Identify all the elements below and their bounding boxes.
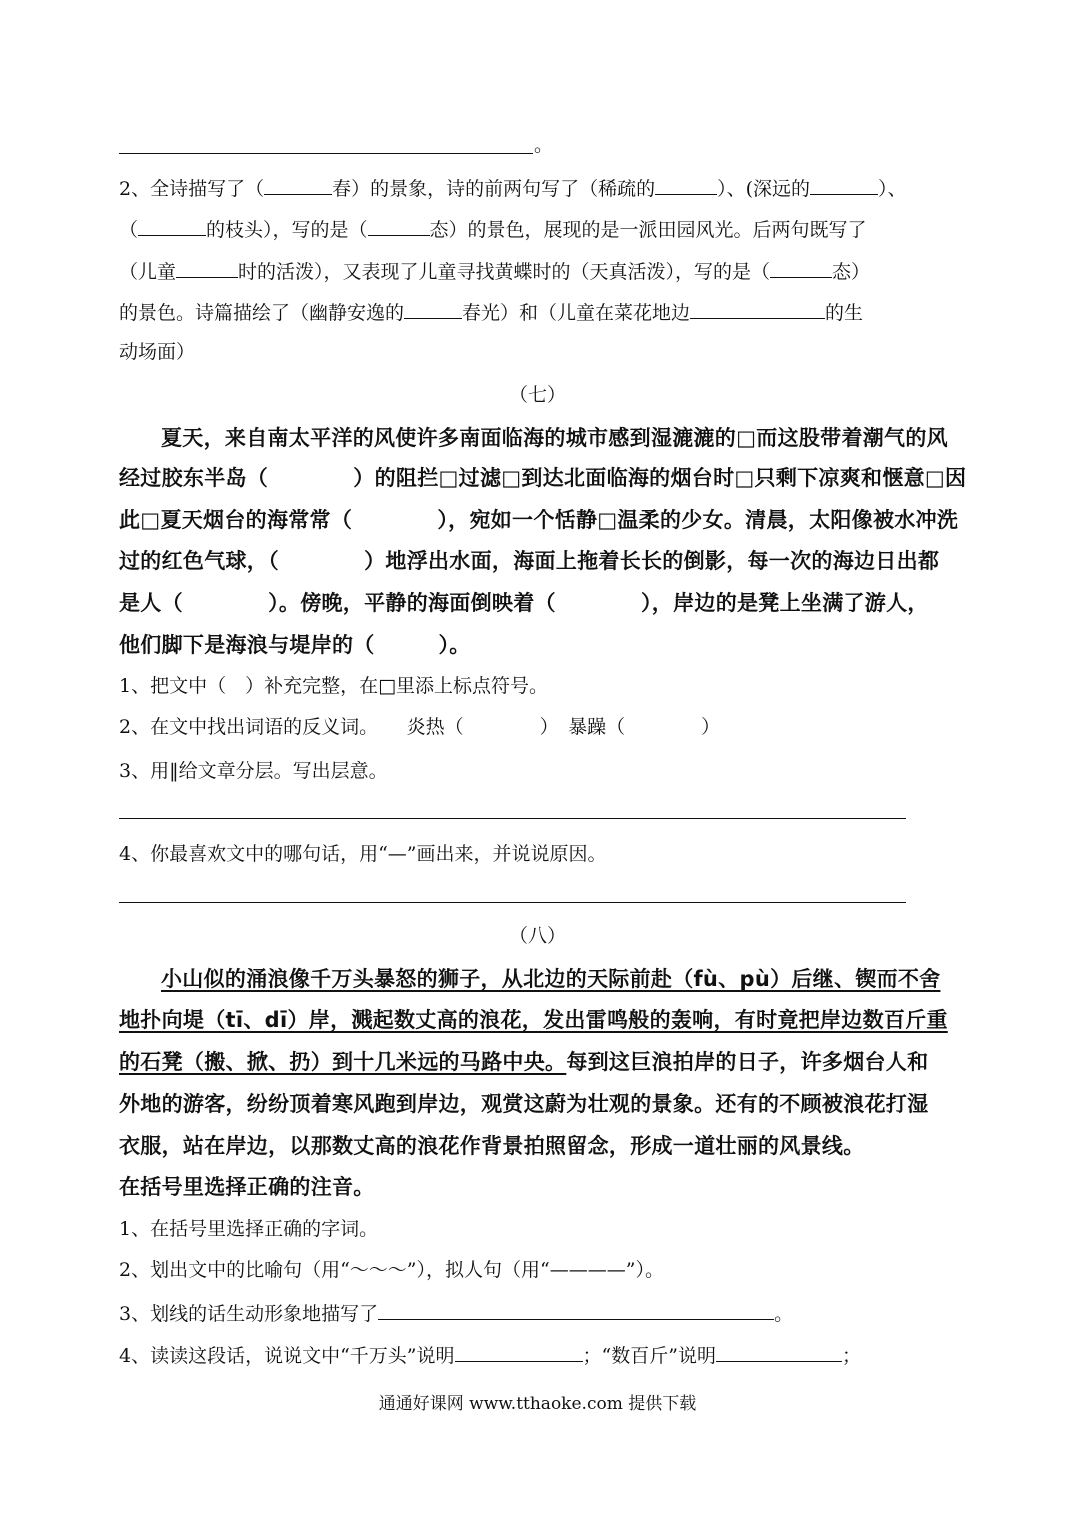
- blank[interactable]: [404, 298, 462, 319]
- blank[interactable]: [455, 1341, 583, 1362]
- q2-line-4: 的景色。诗篇描绘了（幽静安逸的 春光）和（儿童在菜花地边 的生: [119, 298, 863, 326]
- sec8-question-3: 3、划线的话生动形象地描写了 。: [119, 1299, 793, 1327]
- answer-line[interactable]: [119, 818, 906, 819]
- sec7-question-2: 2、在文中找出词语的反义词。 炎热（ ） 暴躁（ ）: [119, 716, 721, 738]
- sec8-question-2: 2、划出文中的比喻句（用“～～～”），拟人句（用“————”）。: [119, 1259, 664, 1281]
- sec8-para-line-3: 的石凳（搬、掀、扔）到十几米远的马路中央。每到这巨浪拍岸的日子，许多烟台人和: [119, 1050, 929, 1074]
- answer-line-top: [119, 153, 533, 154]
- sec8-para-line-4: 外地的游客，纷纷顶着寒风跑到岸边，观赏这蔚为壮观的景象。还有的不顾被浪花打湿: [119, 1092, 929, 1116]
- sec8-para-line-2: 地扑向堤（tī、dī）岸，溅起数丈高的浪花，发出雷鸣般的轰响，有时竟把岸边数百斤重: [119, 1008, 948, 1032]
- blank[interactable]: [264, 174, 332, 195]
- sec7-para-line-1: 夏天，来自南太平洋的风使许多南面临海的城市感到湿漉漉的□而这股带着潮气的风: [161, 426, 948, 450]
- answer-line[interactable]: [119, 902, 906, 903]
- sec8-para-line-6: 在括号里选择正确的注音。: [119, 1175, 375, 1199]
- blank[interactable]: [176, 257, 238, 278]
- blank[interactable]: [138, 215, 206, 236]
- sec7-para-line-3: 此□夏天烟台的海常常（ ），宛如一个恬静□温柔的少女。清晨，太阳像被水冲洗: [119, 508, 959, 532]
- section-title-7: （七）: [508, 384, 566, 406]
- footer-credit: 通通好课网 www.tthaoke.com 提供下载: [378, 1394, 697, 1414]
- sec8-question-4: 4、读读这段话，说说文中“千万头”说明 ；“数百斤”说明 ；: [119, 1341, 861, 1369]
- sec8-para-line-1: 小山似的涌浪像千万头暴怒的狮子，从北边的天际前赴（fù、pù）后继、锲而不舍: [161, 967, 941, 991]
- end-mark: 。: [534, 134, 554, 156]
- blank[interactable]: [378, 1299, 774, 1320]
- section-title-8: （八）: [508, 925, 566, 947]
- blank[interactable]: [716, 1341, 842, 1362]
- sec7-question-3: 3、用‖给文章分层。写出层意。: [119, 760, 388, 782]
- blank[interactable]: [810, 174, 878, 195]
- sec7-para-line-2: 经过胶东半岛（ ）的阻拦□过滤□到达北面临海的烟台时□只剩下凉爽和惬意□因: [119, 466, 967, 490]
- sec7-question-1: 1、把文中（ ）补充完整，在□里添上标点符号。: [119, 675, 549, 697]
- sec8-question-1: 1、在括号里选择正确的字词。: [119, 1218, 379, 1240]
- sec7-question-4: 4、你最喜欢文中的哪句话，用“—”画出来，并说说原因。: [119, 843, 607, 865]
- q2-line-1: 2、全诗描写了（ 春）的景象，诗的前两句写了（稀疏的 ）、(深远的 ）、: [119, 174, 907, 202]
- q2-line-3: （儿童 时的活泼），又表现了儿童寻找黄蝶时的（天真活泼），写的是（ 态）: [119, 257, 870, 285]
- sec7-para-line-6: 他们脚下是海浪与堤岸的（ ）。: [119, 633, 471, 657]
- blank[interactable]: [368, 215, 430, 236]
- q2-line-2: （ 的枝头），写的是（ 态）的景色，展现的是一派田园风光。后两句既写了: [119, 215, 867, 243]
- blank[interactable]: [690, 298, 825, 319]
- q2-line-5: 动场面）: [119, 341, 196, 363]
- sec8-para-line-5: 衣服，站在岸边，以那数丈高的浪花作背景拍照留念，形成一道壮丽的风景线。: [119, 1134, 865, 1158]
- blank[interactable]: [770, 257, 832, 278]
- sec7-para-line-4: 过的红色气球，（ ）地浮出水面，海面上拖着长长的倒影，每一次的海边日出都: [119, 549, 940, 573]
- blank[interactable]: [655, 174, 717, 195]
- sec7-para-line-5: 是人（ ）。傍晚，平静的海面倒映着（ ），岸边的是凳上坐满了游人，: [119, 591, 929, 615]
